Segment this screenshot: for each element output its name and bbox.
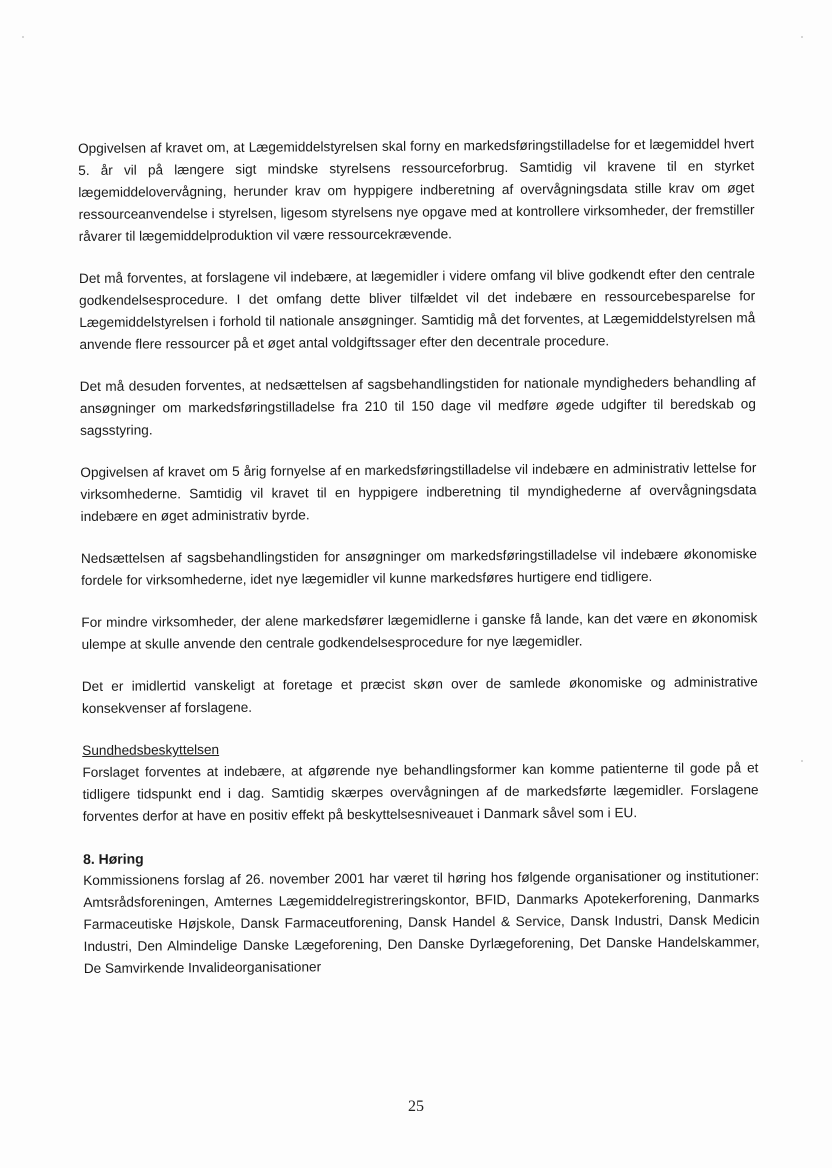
paragraph: Det er imidlertid vanskeligt at foretage et præcist skøn over de samlede økonomiske og administrative konsekvenser af forslagene. xyxy=(81,674,758,716)
scan-speck xyxy=(22,36,24,38)
section-horing xyxy=(83,843,760,980)
subsection-paragraph: Forslaget forventes at indebære, at afgørende nye behandlingsformer kan komme patienterne til gode på et tidligere tidspunkt end i dag. Samtidig skærpes overvågningen af de markedsførte lægemidler. Forslagene forventes derfor at have en positiv effekt på beskyttelsesniveauet i Danmark såvel som i EU. xyxy=(82,760,759,824)
page-number: 25 xyxy=(408,1098,424,1115)
scan-speck xyxy=(801,36,803,38)
document-body xyxy=(78,133,760,1000)
subsection-sundhedsbeskyttelsen xyxy=(82,735,759,828)
paragraph: Opgivelsen af kravet om 5 årig fornyelse af en markedsføringstilladelse vil indebære en administrativ lettelse for virksomhederne. Samtidig vil kravet til en hyppigere indberetning til myndighederne af overvågningsdata indebære en øget administrativ byrde. xyxy=(80,460,757,524)
section-paragraph: Kommissionens forslag af 26. november 2001 har været til høring hos følgende organisationer og institutioner: Amtsrådsforeningen, Amternes Lægemiddelregistreringskontor, BFID, Danmarks Apotekerforening, Danmarks Farmaceutiske Højskole, Dansk Farmaceutforening, Dansk Handel & Service, Dansk Industri, Dansk Medicin Industri, Den Almindelige Danske Lægeforening, Den Danske Dyrlægeforening, Det Danske Handelskammer, De Samvirkende Invalideorganisationer xyxy=(83,868,760,976)
section-heading: 8. Høring xyxy=(82,850,144,867)
paragraph: Det må desuden forventes, at nedsættelsen af sagsbehandlingstiden for nationale myndigheders behandling af ansøgninger om markedsføringstilladelse fra 210 til 150 dage vil medføre øgede udgifter til beredskab og sagsstyring. xyxy=(79,374,756,438)
paragraph: Opgivelsen af kravet om, at Lægemiddelstyrelsen skal forny en markedsføringstilladelse for et lægemiddel hvert 5. år vil på længere sigt mindske styrelsens ressourceforbrug. Samtidig vil kravene til en styrket lægemiddelovervågning, herunder krav om hyppigere indberetning af overvågningsdata stille krav om øget ressourceanvendelse i styrelsen, ligesom styrelsens nye opgave med at kontrollere virksomheder, der fremstiller råvarer til lægemiddelproduktion vil være ressourcekrævende. xyxy=(78,136,755,244)
paragraph: For mindre virksomheder, der alene markedsfører lægemidlerne i ganske få lande, kan det være en økonomisk ulempe at skulle anvende den centrale godkendelsesprocedure for nye lægemidler. xyxy=(81,610,758,652)
subsection-heading: Sundhedsbeskyttelsen xyxy=(82,742,220,758)
scan-speck xyxy=(801,760,803,762)
paragraph: Nedsættelsen af sagsbehandlingstiden for ansøgninger om markedsføringstilladelse vil indebære økonomiske fordele for virksomhederne, idet nye lægemidler vil kunne markedsføres hurtigere end tidligere. xyxy=(80,546,757,588)
paragraph: Det må forventes, at forslagene vil indebære, at lægemidler i videre omfang vil blive godkendt efter den centrale godkendelsesprocedure. I det omfang dette bliver tilfældet vil det indebære en ressourcebesparelse for Lægemiddelstyrelsen i forhold til nationale ansøgninger. Samtidig må det forventes, at Lægemiddelstyrelsen må anvende flere ressourcer på et øget antal voldgiftssager efter den decentrale procedure. xyxy=(78,266,756,352)
